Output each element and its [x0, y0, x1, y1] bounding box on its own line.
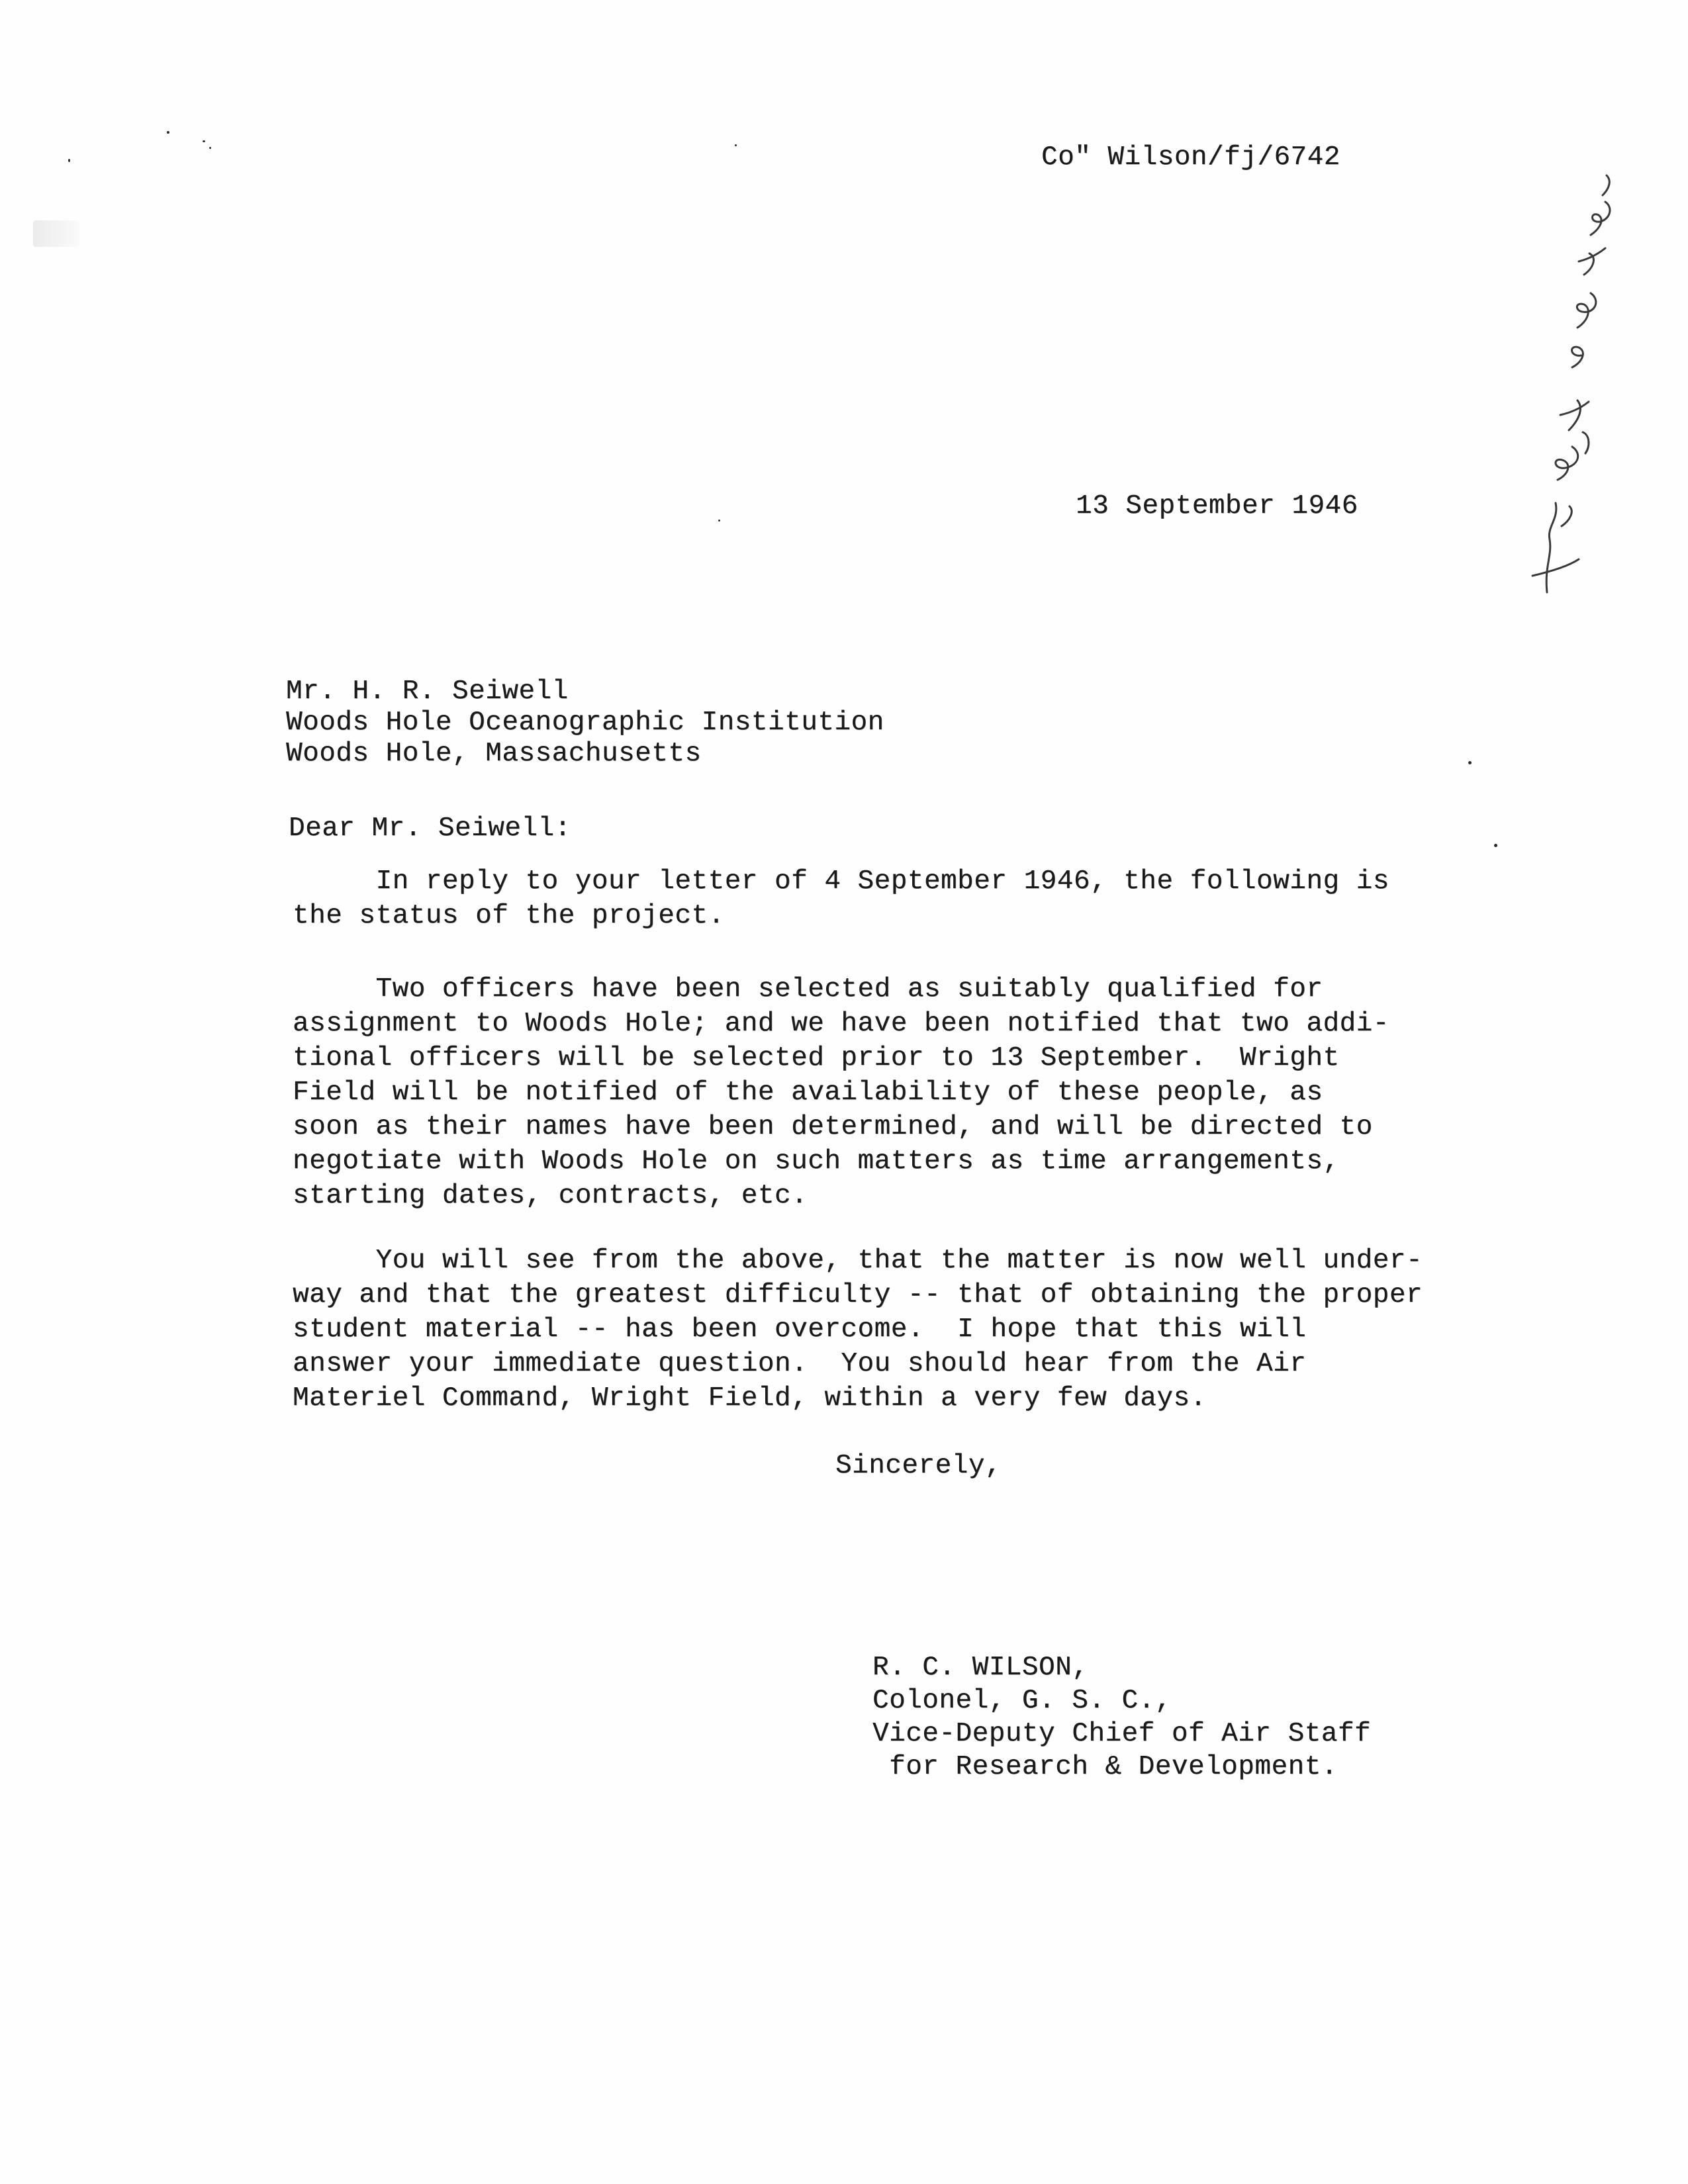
- signer-name: R. C. WILSON,: [872, 1653, 1089, 1683]
- paragraph-line: answer your immediate question. You should hear from the Air: [293, 1349, 1307, 1379]
- paragraph-line: You will see from the above, that the matter is now well under-: [293, 1246, 1423, 1276]
- paragraph-line: Field will be notified of the availability of these people, as: [293, 1077, 1323, 1108]
- closing: Sincerely,: [835, 1451, 1002, 1481]
- salutation: Dear Mr. Seiwell:: [289, 813, 571, 844]
- recipient-name: Mr. H. R. Seiwell: [286, 676, 569, 707]
- paragraph-2: [293, 976, 1418, 1228]
- paragraph-line: tional officers will be selected prior to 13 September. Wright: [293, 1043, 1340, 1073]
- signer-rank: Colonel, G. S. C.,: [872, 1686, 1172, 1716]
- scan-smudge: [33, 220, 79, 247]
- scan-speck: [167, 131, 169, 134]
- scan-speck: [1494, 844, 1497, 847]
- scan-speck: [735, 144, 737, 146]
- scan-speck: [68, 159, 70, 162]
- signature-block: [872, 1655, 1468, 1787]
- scan-speck: [1468, 761, 1472, 764]
- paragraph-line: the status of the project.: [293, 901, 725, 931]
- paragraph-line: negotiate with Woods Hole on such matters as time arrangements,: [293, 1146, 1340, 1177]
- letter-date: 13 September 1946: [1076, 491, 1358, 522]
- signer-title-continued: for Research & Development.: [872, 1752, 1338, 1782]
- scan-speck: [209, 147, 211, 149]
- paragraph-line: Two officers have been selected as suitably qualified for: [293, 974, 1323, 1005]
- file-reference: Coʺ Wilson/fj/6742: [1041, 142, 1340, 173]
- paragraph-line: starting dates, contracts, etc.: [293, 1181, 808, 1211]
- paragraph-line: soon as their names have been determined, and will be directed to: [293, 1112, 1373, 1142]
- paragraph-1: [293, 868, 1418, 934]
- paragraph-3: [293, 1248, 1451, 1433]
- paragraph-line: In reply to your letter of 4 September 1946, the following is: [293, 866, 1389, 897]
- paragraph-line: way and that the greatest difficulty -- that of obtaining the proper: [293, 1280, 1423, 1310]
- scan-speck: [203, 140, 205, 142]
- paragraph-line: Materiel Command, Wright Field, within a very few days.: [293, 1383, 1207, 1414]
- recipient-location: Woods Hole, Massachusetts: [286, 739, 702, 769]
- scan-speck: [718, 520, 720, 522]
- signer-title: Vice-Deputy Chief of Air Staff: [872, 1719, 1372, 1749]
- paragraph-line: assignment to Woods Hole; and we have been notified that two addi-: [293, 1009, 1389, 1039]
- paragraph-line: student material -- has been overcome. I hope that this will: [293, 1314, 1307, 1345]
- recipient-organization: Woods Hole Oceanographic Institution: [286, 707, 884, 738]
- handwritten-margin-note: [1506, 169, 1625, 619]
- recipient-address: [286, 678, 1014, 771]
